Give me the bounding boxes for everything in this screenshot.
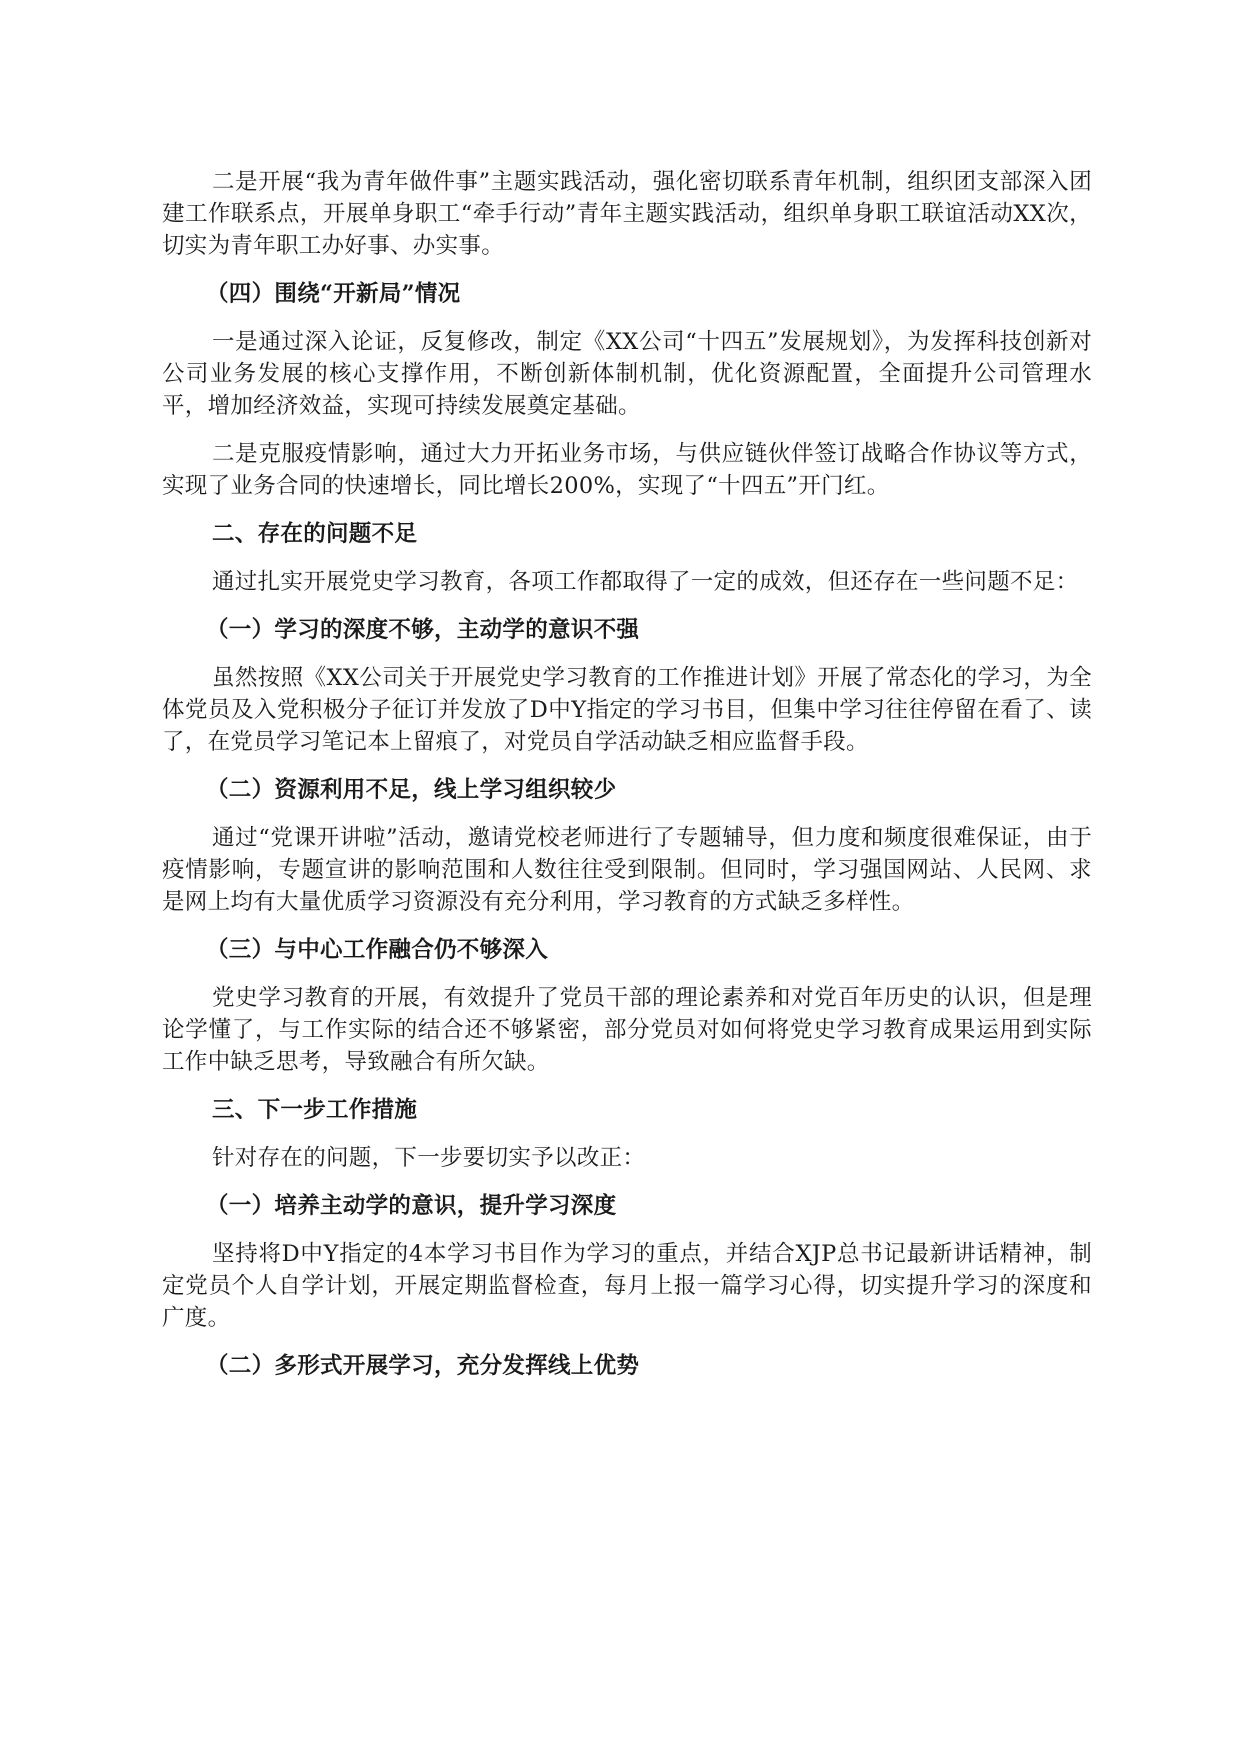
paragraph-problem-depth: 虽然按照《XX公司关于开展党史学习教育的工作推进计划》开展了常态化的学习，为全体党员及入党积极分子征订并发放了D中Y指定的学习书目，但集中学习往往停留在看了、读了，在党员学习笔记本上留痕了，对党员自学活动缺乏相应监督手段。 xyxy=(162,665,1092,755)
paragraph-youth-activity: 二是开展“我为青年做件事”主题实践活动，强化密切联系青年机制，组织团支部深入团建工作联系点，开展单身职工“牵手行动”青年主题实践活动，组织单身职工联谊活动XX次，切实为青年职工办好事、办实事。 xyxy=(162,169,1092,259)
paragraph-next-steps-intro: 针对存在的问题，下一步要切实予以改正： xyxy=(212,1145,646,1171)
heading-problems: 二、存在的问题不足 xyxy=(212,521,418,547)
heading-next-steps: 三、下一步工作措施 xyxy=(212,1097,418,1123)
heading-problem-integration: （三）与中心工作融合仍不够深入 xyxy=(206,937,549,963)
heading-measure-awareness: （一）培养主动学的意识，提升学习深度 xyxy=(206,1193,617,1219)
heading-new-situation: （四）围绕“开新局”情况 xyxy=(206,281,461,307)
heading-problem-resources: （二）资源利用不足，线上学习组织较少 xyxy=(206,777,617,803)
paragraph-problem-resources: 通过“党课开讲啦”活动，邀请党校老师进行了专题辅导，但力度和频度很难保证，由于疫情影响，专题宣讲的影响范围和人数往往受到限制。但同时，学习强国网站、人民网、求是网上均有大量优质学习资源没有充分利用，学习教育的方式缺乏多样性。 xyxy=(162,825,1092,915)
heading-problem-depth: （一）学习的深度不够，主动学的意识不强 xyxy=(206,617,640,643)
heading-measure-online: （二）多形式开展学习，充分发挥线上优势 xyxy=(206,1353,640,1379)
paragraph-measure-awareness: 坚持将D中Y指定的4本学习书目作为学习的重点，并结合XJP总书记最新讲话精神，制定党员个人自学计划，开展定期监督检查，每月上报一篇学习心得，切实提升学习的深度和广度。 xyxy=(162,1241,1092,1331)
paragraph-five-year-plan: 一是通过深入论证，反复修改，制定《XX公司“十四五”发展规划》，为发挥科技创新对公司业务发展的核心支撑作用，不断创新体制机制，优化资源配置，全面提升公司管理水平，增加经济效益，实现可持续发展奠定基础。 xyxy=(162,329,1092,419)
paragraph-market-growth: 二是克服疫情影响，通过大力开拓业务市场，与供应链伙伴签订战略合作协议等方式，实现了业务合同的快速增长，同比增长200%，实现了“十四五”开门红。 xyxy=(162,441,1092,499)
paragraph-problems-intro: 通过扎实开展党史学习教育，各项工作都取得了一定的成效，但还存在一些问题不足： xyxy=(212,569,1079,595)
paragraph-problem-integration: 党史学习教育的开展，有效提升了党员干部的理论素养和对党百年历史的认识，但是理论学懂了，与工作实际的结合还不够紧密，部分党员对如何将党史学习教育成果运用到实际工作中缺乏思考，导致融合有所欠缺。 xyxy=(162,985,1092,1075)
